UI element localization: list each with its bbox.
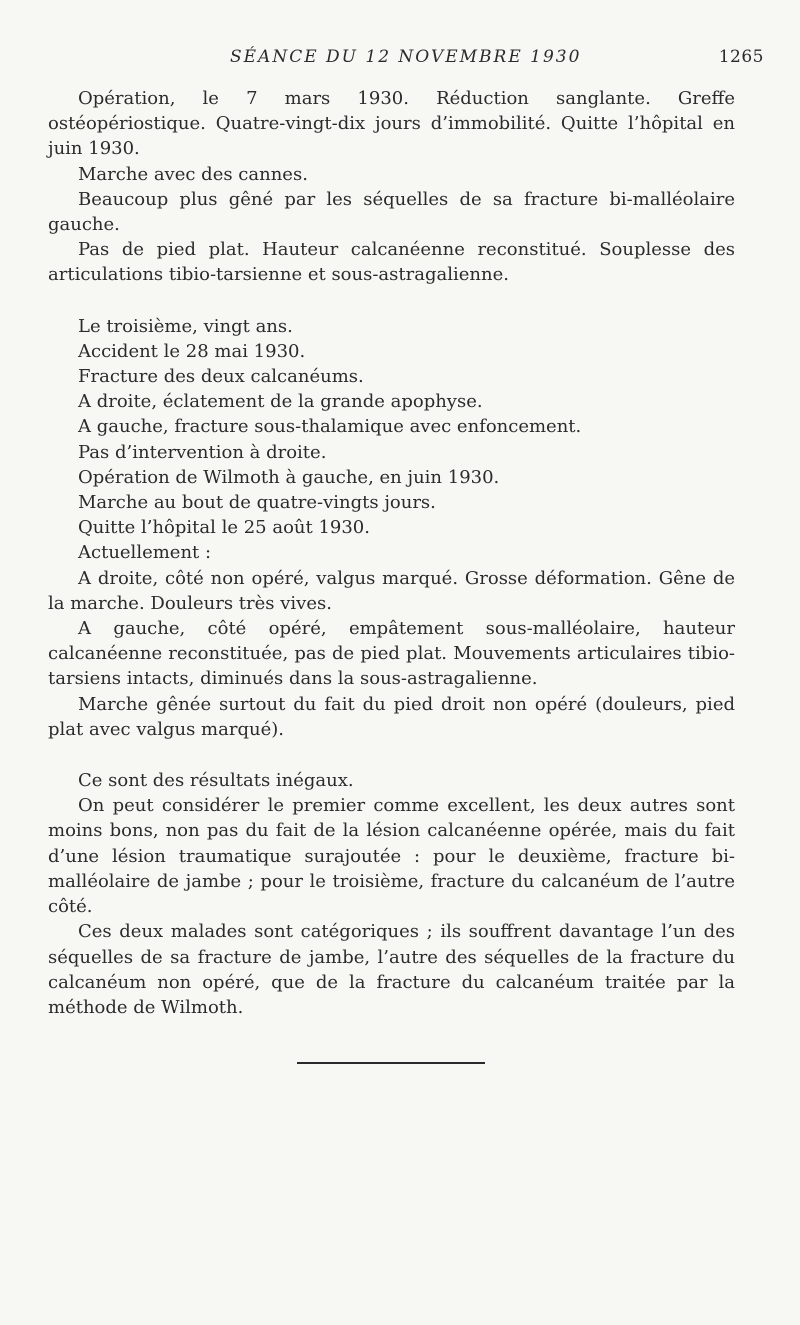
paragraph: Actuellement : <box>78 542 212 564</box>
section-gap <box>48 742 735 768</box>
paragraph: Opération, le 7 mars 1930. Réduction sanglante. Greffe ostéopériostique. Quatre-vingt-dix jours d’immobilité. Quitte l’hôpital en juin 1930. <box>48 88 735 160</box>
paragraph: A droite, éclatement de la grande apophyse. <box>78 391 483 413</box>
section-gap <box>48 288 735 314</box>
paragraph: Ces deux malades sont catégoriques ; ils souffrent davantage l’un des séquelles de sa fracture de jambe, l’autre des séquelles de la fracture du calcanéum non opéré, que de la fracture du calcanéum traitée par la méthode de Wilmoth. <box>48 921 735 1018</box>
paragraph: Pas d’intervention à droite. <box>78 441 327 463</box>
running-header <box>0 47 800 73</box>
paragraph: Marche au bout de quatre-vingts jours. <box>78 492 436 514</box>
paragraph: Quitte l’hôpital le 25 août 1930. <box>78 517 370 539</box>
paragraph: A gauche, fracture sous-thalamique avec enfoncement. <box>78 416 582 438</box>
paragraph: Ce sont des résultats inégaux. <box>78 770 354 792</box>
paragraph: Beaucoup plus gêné par les séquelles de sa fracture bi-malléolaire gauche. <box>48 188 735 236</box>
section-end-rule <box>297 1062 485 1064</box>
paragraph: On peut considérer le premier comme excellent, les deux autres sont moins bons, non pas du fait de la lésion calcanéenne opérée, mais du fait d’une lésion traumatique surajoutée : pour le deuxième, fracture bi-malléolaire de jambe ; pour le troisième, fracture du calcanéum de l’autre côté. <box>48 795 735 918</box>
paragraph: Marche avec des cannes. <box>78 163 308 185</box>
body-text <box>48 86 735 1020</box>
paragraph: Le troisième, vingt ans. <box>78 315 293 337</box>
paragraph: Fracture des deux calcanéums. <box>78 366 364 388</box>
paragraph: Marche gênée surtout du fait du pied droit non opéré (douleurs, pied plat avec valgus marqué). <box>48 693 735 740</box>
paragraph: Pas de pied plat. Hauteur calcanéenne reconstitué. Souplesse des articulations tibio-tarsienne et sous-astragalienne. <box>48 239 735 286</box>
paragraph: Opération de Wilmoth à gauche, en juin 1930. <box>78 466 500 488</box>
paragraph: A droite, côté non opéré, valgus marqué. Grosse déformation. Gêne de la marche. Douleurs très vives. <box>48 567 735 614</box>
page-number: 1265 <box>718 47 764 67</box>
header-title: SÉANCE DU 12 NOVEMBRE 1930 <box>230 47 582 67</box>
paragraph: A gauche, côté opéré, empâtement sous-malléolaire, hauteur calcanéenne reconstituée, pas de pied plat. Mouvements articulaires tibio-tarsiens intacts, diminués dans la sous-astragalienne. <box>48 618 735 690</box>
paragraph: Accident le 28 mai 1930. <box>78 340 306 362</box>
